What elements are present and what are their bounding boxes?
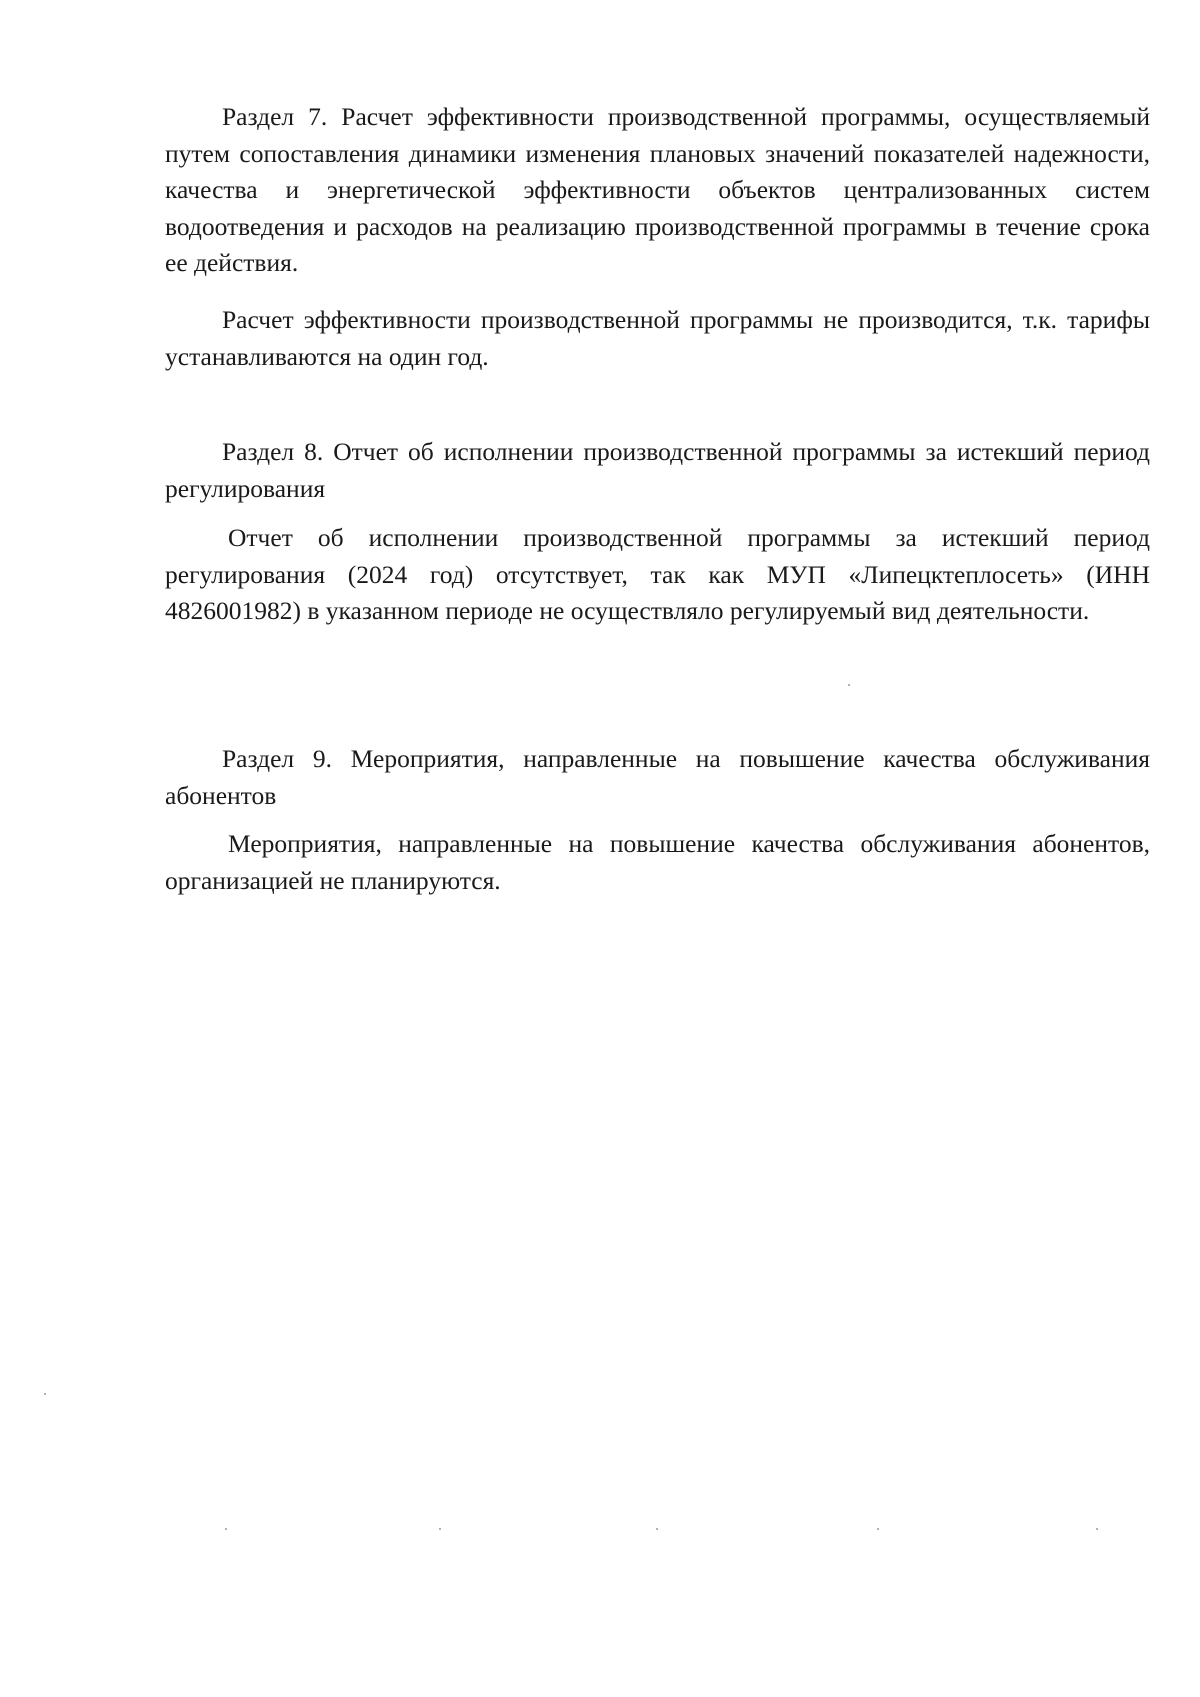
section-8-heading: Раздел 8. Отчет об исполнении производственной программы за истекший период регулирования bbox=[165, 437, 1150, 503]
scan-speck bbox=[656, 1528, 658, 1530]
scan-speck bbox=[1096, 1528, 1098, 1530]
scan-speck bbox=[848, 684, 850, 686]
scan-speck bbox=[439, 1528, 441, 1530]
scan-speck bbox=[225, 1528, 227, 1530]
section-9-heading: Раздел 9. Мероприятия, направленные на повышение качества обслуживания абонентов bbox=[165, 744, 1150, 810]
section-8-body: Отчет об исполнении производственной программы за истекший период регулирования (2024 год) отсутствует, так как МУП «Липецктеплосеть» (ИНН 4826001982) в указанном периоде не осуществляло регулируемый вид деятельности. bbox=[165, 523, 1150, 625]
section-9-body: Мероприятия, направленные на повышение качества обслуживания абонентов, организацией не планируются. bbox=[165, 829, 1150, 895]
section-7-body: Расчет эффективности производственной программы не производится, т.к. тарифы устанавливаются на один год. bbox=[165, 305, 1150, 371]
scan-speck bbox=[877, 1528, 879, 1530]
scan-speck bbox=[44, 1393, 46, 1395]
section-7-heading: Раздел 7. Расчет эффективности производственной программы, осуществляемый путем сопоставления динамики изменения плановых значений показателей надежности, качества и энергетической эффективности объектов централизованных систем водоотведения и расходов на реализацию производственной программы в течение срока ее действия. bbox=[165, 102, 1150, 277]
